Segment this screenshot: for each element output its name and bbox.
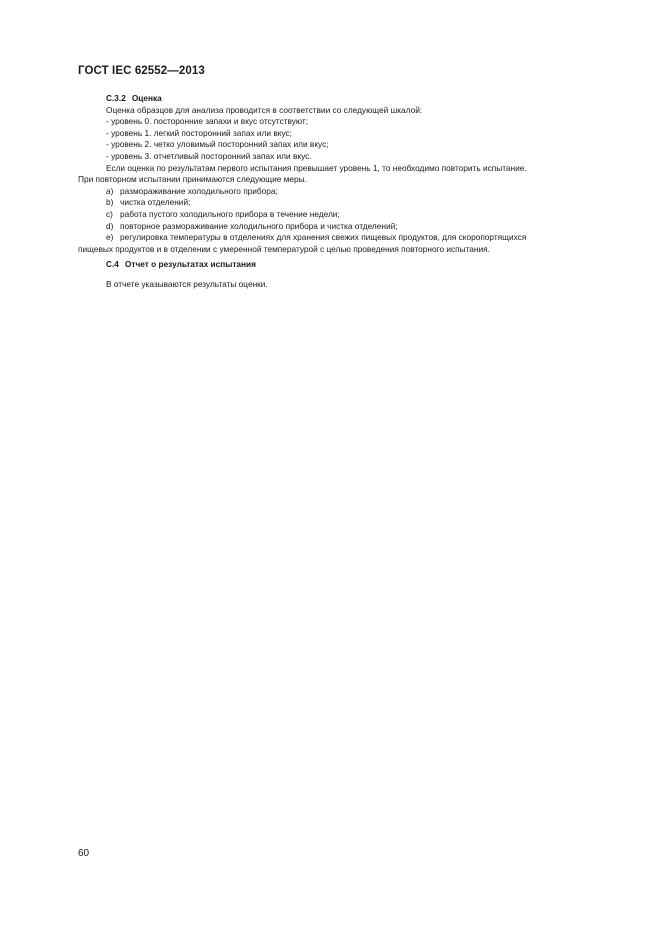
section-heading-c4	[78, 259, 618, 271]
evaluation-intro: Оценка образцов для анализа проводится в соответствии со следующей шкалой:	[106, 104, 423, 115]
document-standard-header: ГОСТ IEC 62552—2013	[78, 65, 205, 77]
section-title: Отчет о результатах испытания	[124, 259, 256, 270]
measure-text: размораживание холодильного прибора;	[120, 185, 278, 196]
section-heading-c32	[78, 93, 618, 105]
measure-letter: d)	[106, 220, 114, 231]
level-item: - уровень 0. посторонние запахи и вкус отсутствуют;	[106, 116, 309, 127]
document-body	[78, 93, 618, 291]
measure-text: чистка отделений;	[120, 197, 191, 208]
measure-letter: e)	[106, 232, 114, 243]
level-item: - уровень 2. четко уловимый посторонний запах или вкус;	[106, 139, 329, 150]
measure-item-continuation: пищевых продуктов и в отделении с умеренной температурой с целью проведения повторного испытания.	[78, 243, 490, 254]
measure-text: работа пустого холодильного прибора в течение недели;	[120, 208, 340, 219]
measure-letter: b)	[106, 197, 114, 208]
measure-item	[78, 232, 618, 244]
repeat-test-paragraph-line: Если оценка по результатам первого испытания превышает уровень 1, то необходимо повторить испытание.	[106, 162, 527, 173]
measure-item	[78, 186, 618, 198]
page-number: 60	[78, 848, 90, 859]
measure-item	[78, 221, 618, 233]
section-number: С.4	[106, 259, 119, 270]
repeat-test-paragraph-line: При повторном испытании принимаются следующие меры.	[78, 174, 307, 185]
measure-letter: a)	[106, 185, 114, 196]
report-text: В отчете указываются результаты оценки.	[106, 278, 268, 289]
measure-item	[78, 197, 618, 209]
section-title: Оценка	[131, 93, 162, 103]
section-number: С.3.2	[106, 93, 126, 103]
level-item: - уровень 3. отчетливый посторонний запах или вкус.	[106, 150, 312, 161]
measure-text: регулировка температуры в отделениях для хранения свежих пищевых продуктов, для скоропортящихся	[120, 232, 527, 243]
measure-letter: c)	[106, 208, 113, 219]
measure-text: повторное размораживание холодильного прибора и чистка отделений;	[120, 220, 398, 231]
measure-item	[78, 209, 618, 221]
level-item: - уровень 1. легкий посторонний запах или вкус;	[106, 127, 292, 138]
